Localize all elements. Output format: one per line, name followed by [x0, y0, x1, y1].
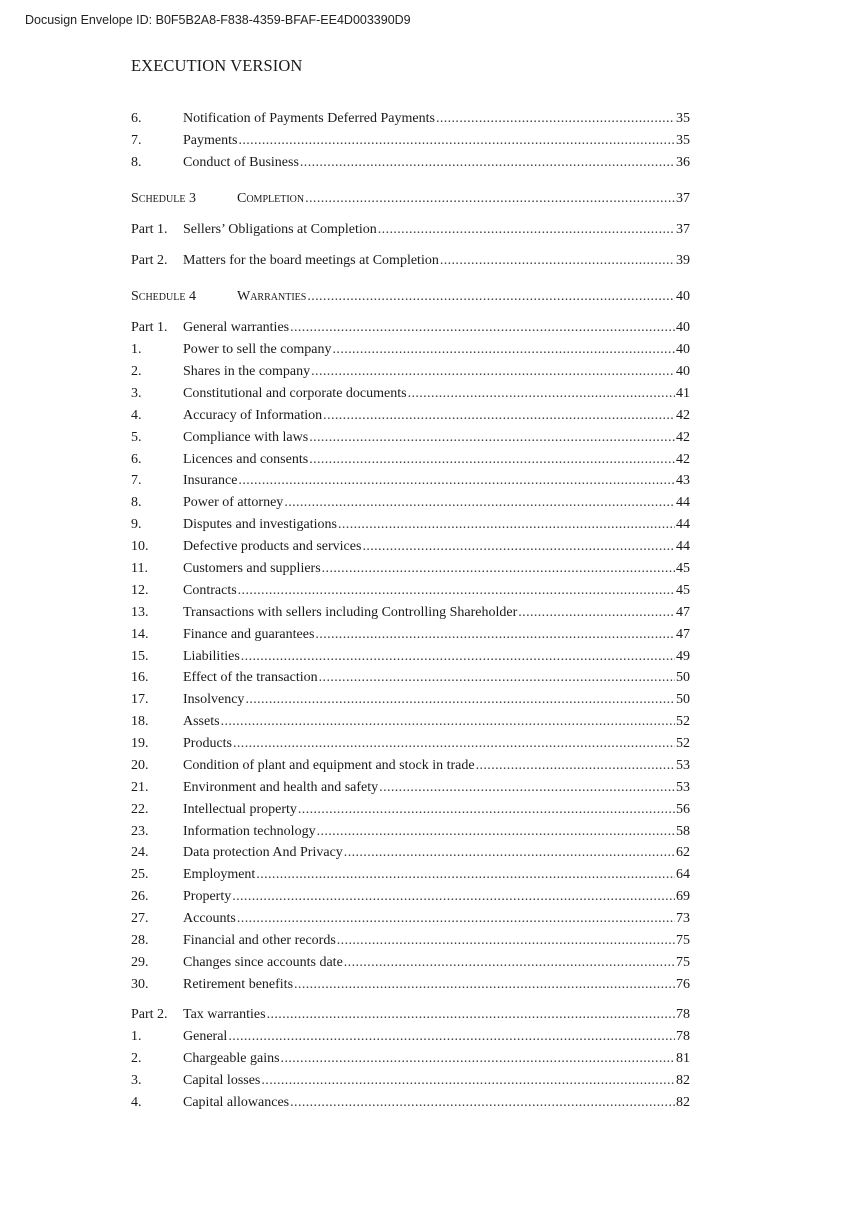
toc-entry-page: 36 [676, 155, 690, 170]
toc-entry-title: Capital allowances [183, 1095, 290, 1110]
toc-entry[interactable] [131, 845, 690, 865]
toc-entry-page: 58 [676, 824, 690, 839]
dot-leader [518, 605, 675, 621]
toc-entry-page: 47 [676, 627, 690, 642]
toc-entry[interactable] [131, 133, 690, 153]
toc-entry[interactable] [131, 1051, 690, 1071]
toc-entry[interactable] [131, 452, 690, 472]
toc-entry-page: 47 [676, 605, 690, 620]
toc-entry-page: 81 [676, 1051, 690, 1066]
toc-entry[interactable] [131, 155, 690, 175]
toc-entry-number: 7. [131, 473, 142, 488]
toc-entry-title: Environment and health and safety [183, 780, 379, 795]
dot-leader [337, 933, 675, 949]
toc-entry-page: 40 [676, 364, 690, 379]
toc-entry-title: Notification of Payments Deferred Payments [183, 111, 435, 126]
toc-entry[interactable] [131, 386, 690, 406]
dot-leader [237, 911, 675, 927]
toc-entry-title: Matters for the board meetings at Completion [183, 253, 439, 268]
toc-entry-number: 25. [131, 867, 149, 882]
dot-leader [322, 561, 675, 577]
toc-entry[interactable] [131, 495, 690, 515]
dot-leader [245, 692, 675, 708]
toc-schedule-heading[interactable] [131, 289, 690, 309]
version-heading: EXECUTION VERSION [131, 56, 303, 75]
toc-entry-title: Warranties [237, 289, 307, 304]
dot-leader [241, 649, 675, 665]
toc-entry-title: Information technology [183, 824, 316, 839]
dot-leader [221, 714, 675, 730]
toc-entry[interactable] [131, 736, 690, 756]
toc-entry[interactable] [131, 342, 690, 362]
toc-entry-number: 3. [131, 1073, 142, 1088]
toc-entry-title: Compliance with laws [183, 430, 309, 445]
toc-entry-title: Accuracy of Information [183, 408, 323, 423]
toc-entry[interactable] [131, 758, 690, 778]
toc-entry-number: 30. [131, 977, 149, 992]
toc-entry[interactable] [131, 867, 690, 887]
toc-entry-title: Changes since accounts date [183, 955, 343, 970]
toc-entry-title: Conduct of Business [183, 155, 299, 170]
toc-entry-number: 20. [131, 758, 149, 773]
toc-entry-page: 73 [676, 911, 690, 926]
dot-leader [267, 1007, 675, 1023]
dot-leader [323, 408, 675, 424]
toc-entry-page: 43 [676, 473, 690, 488]
toc-entry-title: Power to sell the company [183, 342, 332, 357]
dot-leader [305, 191, 675, 207]
toc-entry-number: 8. [131, 495, 142, 510]
dot-leader [256, 867, 675, 883]
toc-entry-number: 17. [131, 692, 149, 707]
toc-entry-page: 35 [676, 111, 690, 126]
toc-entry-number: 14. [131, 627, 149, 642]
toc-entry-page: 40 [676, 320, 690, 335]
toc-entry-page: 44 [676, 517, 690, 532]
toc-entry-title: Power of attorney [183, 495, 284, 510]
toc-entry-number: 1. [131, 342, 142, 357]
toc-entry-title: Finance and guarantees [183, 627, 315, 642]
toc-entry-page: 82 [676, 1095, 690, 1110]
dot-leader [338, 517, 675, 533]
toc-entry-page: 76 [676, 977, 690, 992]
dot-leader [378, 222, 675, 238]
toc-entry-title: Licences and consents [183, 452, 309, 467]
dot-leader [238, 473, 675, 489]
envelope-id-label: Docusign Envelope ID: B0F5B2A8-F838-4359-BFAF-EE4D003390D9 [25, 13, 411, 27]
toc-entry[interactable] [131, 473, 690, 493]
toc-entry-number: 16. [131, 670, 149, 685]
dot-leader [333, 342, 675, 358]
toc-entry-page: 64 [676, 867, 690, 882]
toc-part-heading[interactable] [131, 1007, 690, 1027]
toc-entry-number: 21. [131, 780, 149, 795]
toc-entry[interactable] [131, 561, 690, 581]
dot-leader [290, 1095, 675, 1111]
toc-entry-title: Chargeable gains [183, 1051, 280, 1066]
toc-entry[interactable] [131, 955, 690, 975]
dot-leader [284, 495, 675, 511]
toc-entry-number: 6. [131, 452, 142, 467]
toc-entry-title: Liabilities [183, 649, 240, 664]
toc-entry-title: Tax warranties [183, 1007, 266, 1022]
toc-entry[interactable] [131, 111, 690, 131]
toc-entry[interactable] [131, 1029, 690, 1049]
toc-entry-page: 40 [676, 289, 690, 304]
toc-entry-title: Products [183, 736, 232, 751]
toc-entry-page: 44 [676, 495, 690, 510]
toc-entry[interactable] [131, 627, 690, 647]
toc-entry[interactable] [131, 977, 690, 997]
dot-leader [344, 845, 675, 861]
toc-entry-title: Completion [237, 191, 305, 206]
toc-entry-title: Defective products and services [183, 539, 362, 554]
toc-entry-number: 23. [131, 824, 149, 839]
toc-entry[interactable] [131, 670, 690, 690]
toc-entry-page: 52 [676, 736, 690, 751]
toc-entry[interactable] [131, 911, 690, 931]
toc-entry-title: Transactions with sellers including Controlling Shareholder [183, 605, 518, 620]
toc-entry-number: Part 2. [131, 253, 168, 268]
toc-entry-page: 82 [676, 1073, 690, 1088]
toc-entry-title: Shares in the company [183, 364, 311, 379]
toc-entry-title: Customers and suppliers [183, 561, 321, 576]
toc-entry-number: 7. [131, 133, 142, 148]
toc-entry-number: 18. [131, 714, 149, 729]
toc-entry[interactable] [131, 933, 690, 953]
toc-entry-page: 37 [676, 191, 690, 206]
toc-entry-title: Accounts [183, 911, 236, 926]
toc-entry-number: 1. [131, 1029, 142, 1044]
toc-entry[interactable] [131, 802, 690, 822]
toc-entry-number: 28. [131, 933, 149, 948]
toc-entry-page: 69 [676, 889, 690, 904]
toc-entry-number: Part 1. [131, 222, 168, 237]
toc-entry-number: Schedule 3 [131, 191, 196, 206]
toc-entry-number: 13. [131, 605, 149, 620]
toc-entry-page: 45 [676, 583, 690, 598]
toc-schedule-heading[interactable] [131, 191, 690, 211]
dot-leader [309, 430, 675, 446]
toc-entry[interactable] [131, 430, 690, 450]
toc-entry-page: 53 [676, 780, 690, 795]
toc-entry[interactable] [131, 539, 690, 559]
toc-entry-title: Intellectual property [183, 802, 297, 817]
dot-leader [362, 539, 675, 555]
toc-entry-title: Constitutional and corporate documents [183, 386, 407, 401]
dot-leader [436, 111, 675, 127]
toc-entry-title: Insurance [183, 473, 238, 488]
toc-entry-number: 4. [131, 408, 142, 423]
toc-part-heading[interactable] [131, 253, 690, 273]
toc-entry-page: 50 [676, 692, 690, 707]
toc-entry-page: 75 [676, 955, 690, 970]
toc-entry-page: 44 [676, 539, 690, 554]
toc-entry[interactable] [131, 649, 690, 669]
toc-entry-page: 39 [676, 253, 690, 268]
toc-entry-page: 45 [676, 561, 690, 576]
toc-entry-page: 75 [676, 933, 690, 948]
toc-entry-number: 27. [131, 911, 149, 926]
toc-entry-title: Property [183, 889, 232, 904]
toc-entry-page: 62 [676, 845, 690, 860]
toc-entry-page: 37 [676, 222, 690, 237]
toc-entry[interactable] [131, 1073, 690, 1093]
toc-entry-number: Schedule 4 [131, 289, 196, 304]
dot-leader [294, 977, 675, 993]
toc-entry[interactable] [131, 408, 690, 428]
toc-entry-title: Effect of the transaction [183, 670, 318, 685]
toc-entry[interactable] [131, 605, 690, 625]
toc-entry-number: 19. [131, 736, 149, 751]
toc-entry[interactable] [131, 517, 690, 537]
dot-leader [311, 364, 675, 380]
toc-entry-number: 8. [131, 155, 142, 170]
toc-entry-page: 42 [676, 430, 690, 445]
toc-entry-title: Contracts [183, 583, 237, 598]
toc-entry-title: General [183, 1029, 228, 1044]
dot-leader [298, 802, 675, 818]
toc-entry-number: 29. [131, 955, 149, 970]
toc-entry-number: 5. [131, 430, 142, 445]
toc-entry[interactable] [131, 824, 690, 844]
toc-entry-number: 15. [131, 649, 149, 664]
dot-leader [300, 155, 675, 171]
toc-entry-title: Payments [183, 133, 238, 148]
toc-entry[interactable] [131, 583, 690, 603]
dot-leader [476, 758, 675, 774]
toc-entry-page: 49 [676, 649, 690, 664]
dot-leader [319, 670, 675, 686]
toc-entry-page: 35 [676, 133, 690, 148]
toc-entry[interactable] [131, 364, 690, 384]
dot-leader [309, 452, 675, 468]
toc-entry-number: 2. [131, 1051, 142, 1066]
toc-entry[interactable] [131, 1095, 690, 1115]
toc-entry-page: 78 [676, 1007, 690, 1022]
toc-entry-title: Capital losses [183, 1073, 261, 1088]
dot-leader [379, 780, 675, 796]
dot-leader [233, 736, 675, 752]
toc-part-heading[interactable] [131, 222, 690, 242]
toc-entry-page: 56 [676, 802, 690, 817]
toc-entry-number: Part 1. [131, 320, 168, 335]
toc-entry-page: 41 [676, 386, 690, 401]
toc-entry-title: General warranties [183, 320, 290, 335]
toc-entry-number: 9. [131, 517, 142, 532]
dot-leader [408, 386, 675, 402]
dot-leader [315, 627, 675, 643]
toc-entry-number: 12. [131, 583, 149, 598]
toc-entry-number: 6. [131, 111, 142, 126]
toc-entry-page: 53 [676, 758, 690, 773]
toc-entry-page: 42 [676, 452, 690, 467]
dot-leader [344, 955, 675, 971]
toc-entry-page: 50 [676, 670, 690, 685]
toc-entry-title: Disputes and investigations [183, 517, 337, 532]
toc-entry-number: Part 2. [131, 1007, 168, 1022]
dot-leader [238, 583, 675, 599]
toc-entry-title: Assets [183, 714, 220, 729]
toc-entry-number: 22. [131, 802, 149, 817]
toc-entry-page: 40 [676, 342, 690, 357]
toc-entry-number: 3. [131, 386, 142, 401]
toc-entry-title: Financial and other records [183, 933, 336, 948]
toc-entry-number: 2. [131, 364, 142, 379]
toc-entry-number: 10. [131, 539, 149, 554]
dot-leader [238, 133, 675, 149]
dot-leader [307, 289, 675, 305]
dot-leader [232, 889, 675, 905]
toc-entry-title: Condition of plant and equipment and stock in trade [183, 758, 475, 773]
toc-entry-title: Data protection And Privacy [183, 845, 343, 860]
dot-leader [281, 1051, 675, 1067]
toc-entry[interactable] [131, 889, 690, 909]
toc-entry-page: 78 [676, 1029, 690, 1044]
toc-entry-number: 24. [131, 845, 149, 860]
toc-entry-title: Employment [183, 867, 256, 882]
toc-entry-title: Sellers’ Obligations at Completion [183, 222, 377, 237]
dot-leader [228, 1029, 675, 1045]
dot-leader [261, 1073, 675, 1089]
toc-entry-number: 26. [131, 889, 149, 904]
toc-entry[interactable] [131, 714, 690, 734]
dot-leader [440, 253, 675, 269]
toc-entry-title: Insolvency [183, 692, 245, 707]
toc-entry[interactable] [131, 780, 690, 800]
toc-entry-title: Retirement benefits [183, 977, 294, 992]
toc-entry-number: 11. [131, 561, 148, 576]
dot-leader [290, 320, 675, 336]
toc-entry-page: 52 [676, 714, 690, 729]
toc-entry-number: 4. [131, 1095, 142, 1110]
toc-entry[interactable] [131, 692, 690, 712]
dot-leader [317, 824, 675, 840]
toc-part-heading[interactable] [131, 320, 690, 340]
toc-entry-page: 42 [676, 408, 690, 423]
